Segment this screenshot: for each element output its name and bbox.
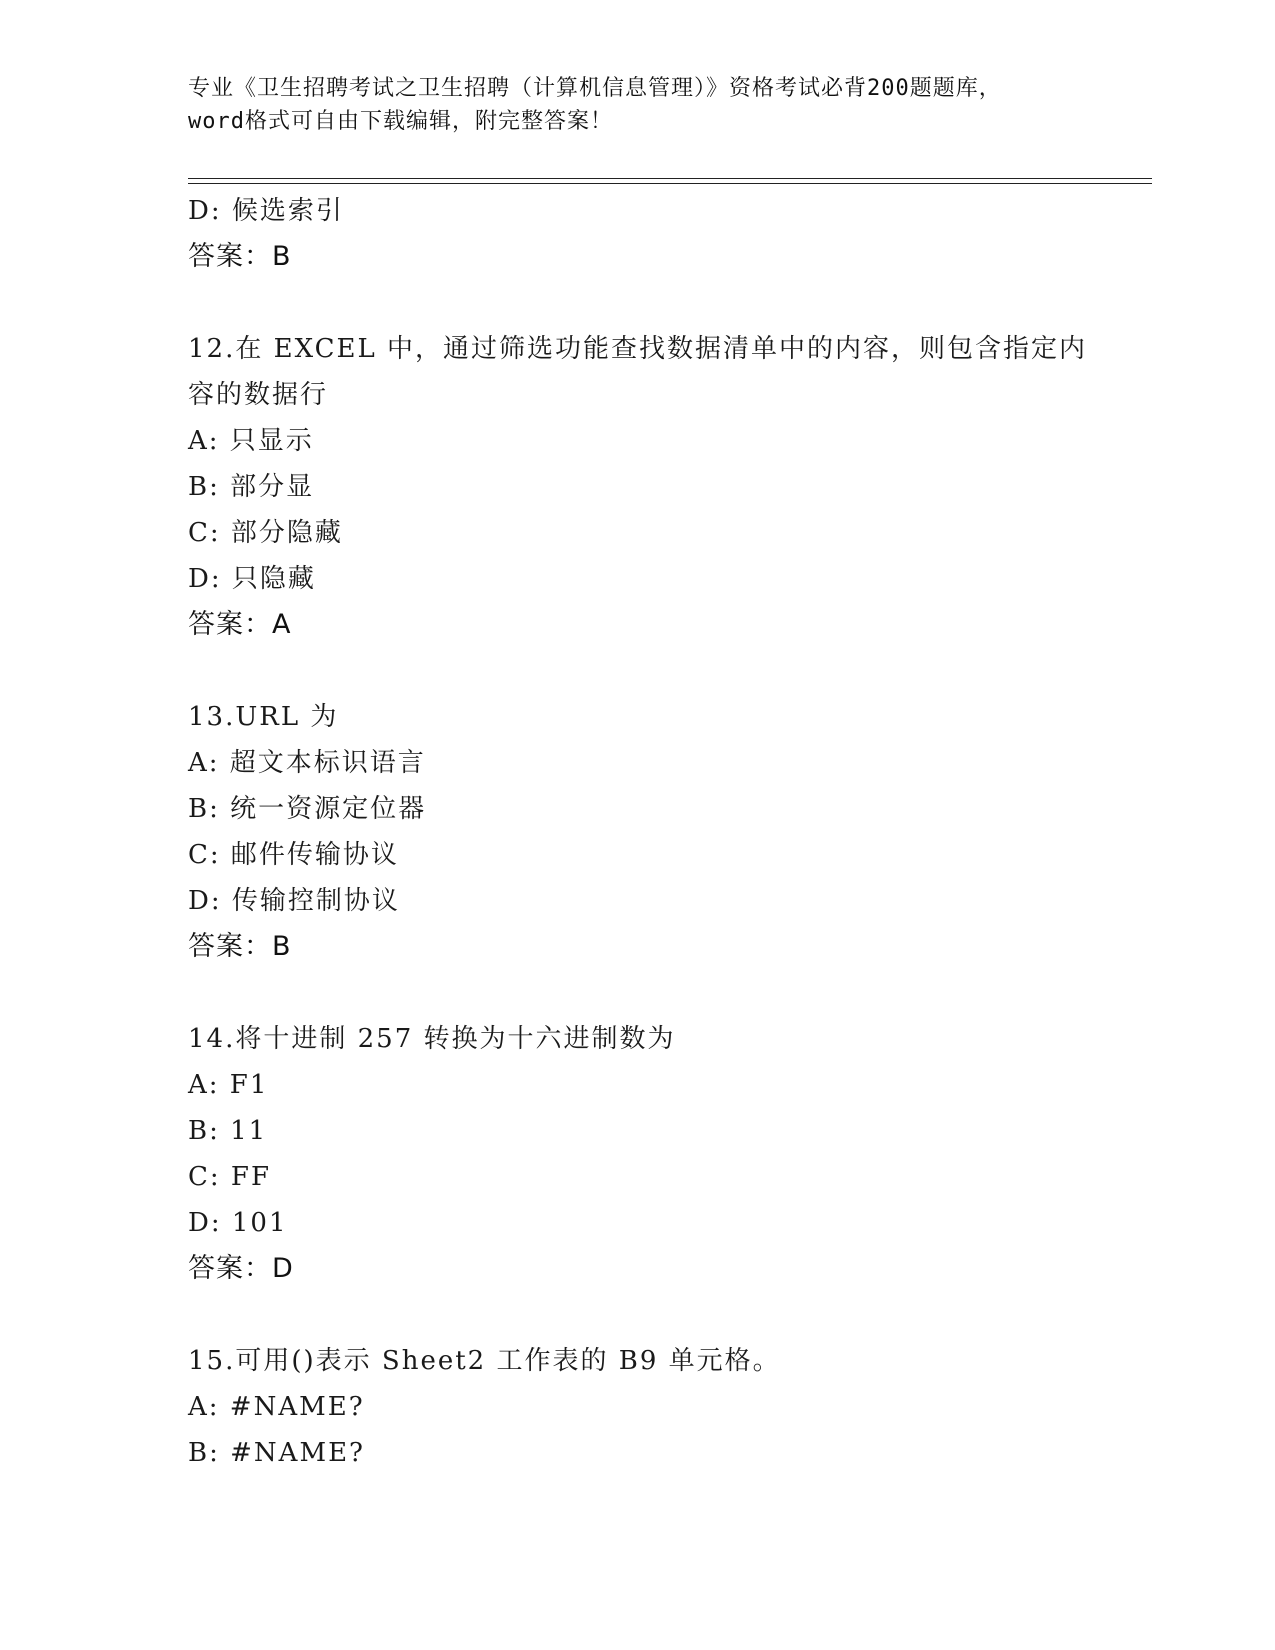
option-line: B: 11	[188, 1116, 268, 1146]
option-line: A: 只显示	[188, 426, 314, 456]
spacer	[188, 1292, 1088, 1338]
option-line: C: 部分隐藏	[188, 518, 343, 548]
option-line: B: 统一资源定位器	[188, 794, 427, 824]
answer-line: 答案：B	[188, 931, 292, 962]
question-line: 14.将十进制 257 转换为十六进制数为	[188, 1024, 676, 1054]
spacer	[188, 648, 1088, 694]
question-list	[188, 188, 1088, 1476]
document-header	[188, 72, 1088, 138]
answer-line: 答案：B	[188, 241, 292, 272]
option-line: D: 101	[188, 1208, 288, 1238]
question-line: 15.可用()表示 Sheet2 工作表的 B9 单元格。	[188, 1346, 781, 1376]
option-line: D: 只隐藏	[188, 564, 316, 594]
header-line-2: word格式可自由下载编辑，附完整答案！	[188, 109, 613, 134]
option-line: B: #NAME?	[188, 1438, 365, 1468]
header-rule-bottom	[188, 183, 1152, 184]
answer-line: 答案：A	[188, 609, 292, 640]
question-line: 13.URL 为	[188, 702, 339, 732]
option-line: D: 候选索引	[188, 196, 344, 226]
spacer	[188, 970, 1088, 1016]
option-line: C: 邮件传输协议	[188, 840, 399, 870]
option-line: B: 部分显	[188, 472, 315, 502]
option-line: A: 超文本标识语言	[188, 748, 426, 778]
question-line: 容的数据行	[188, 380, 329, 410]
answer-line: 答案：D	[188, 1253, 294, 1284]
option-line: A: #NAME?	[188, 1392, 365, 1422]
option-line: C: FF	[188, 1162, 271, 1192]
question-line: 12.在 EXCEL 中，通过筛选功能查找数据清单中的内容，则包含指定内	[188, 334, 1088, 364]
header-line-1: 专业《卫生招聘考试之卫生招聘（计算机信息管理）》资格考试必背200题题库，	[188, 76, 1002, 101]
spacer	[188, 280, 1088, 326]
option-line: A: F1	[188, 1070, 269, 1100]
header-rule-top	[188, 178, 1152, 179]
option-line: D: 传输控制协议	[188, 886, 400, 916]
